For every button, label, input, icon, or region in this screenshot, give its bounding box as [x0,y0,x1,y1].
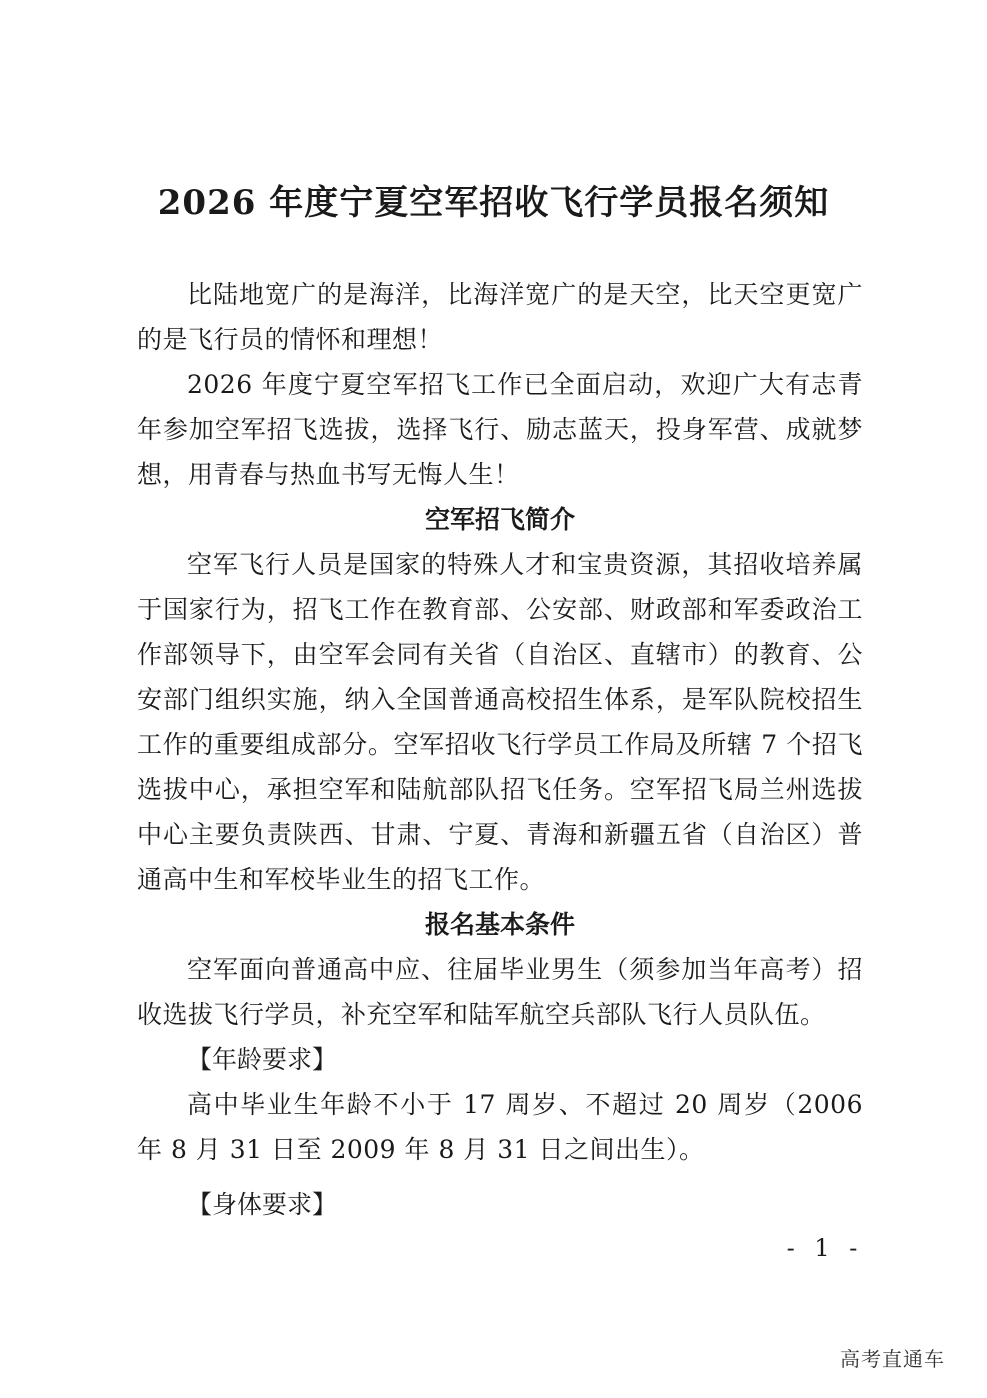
intro-paragraph-1: 比陆地宽广的是海洋，比海洋宽广的是天空，比天空更宽广的是飞行员的情怀和理想！ [137,280,863,354]
intro-paragraph-2: 2026 年度宁夏空军招飞工作已全面启动，欢迎广大有志青年参加空军招飞选拔，选择飞行、励志蓝天，投身军营、成就梦想，用青春与热血书写无悔人生！ [137,370,863,489]
body-requirement-heading: 【身体要求】 [187,1190,338,1219]
age-requirement-text: 高中毕业生年龄不小于 17 周岁、不超过 20 周岁（2006 年 8 月 31 日至 2009 年 8 月 31 日之间出生）。 [137,1090,863,1164]
section-heading-intro: 空军招飞简介 [424,505,575,534]
intro-section-paragraph: 空军飞行人员是国家的特殊人才和宝贵资源，其招收培养属于国家行为，招飞工作在教育部、公安部、财政部和军委政治工作部领导下，由空军会同有关省（自治区、直辖市）的教育、公安部门组织实施，纳入全国普通高校招生体系，是军队院校招生工作的重要组成部分。空军招收飞行学员工作局及所辖 7 个招飞选拔中心，承担空军和陆航部队招飞任务。空军招飞局兰州选拔中心主要负责陕西、甘肃、宁夏、青海和新疆五省（自治区）普通高中生和军校毕业生的招飞工作。 [137,550,863,894]
document-body [137,272,863,1227]
conditions-paragraph: 空军面向普通高中应、往届毕业男生（须参加当年高考）招收选拔飞行学员，补充空军和陆军航空兵部队飞行人员队伍。 [137,955,863,1029]
section-heading-conditions: 报名基本条件 [424,910,575,939]
spacer [137,1172,863,1182]
age-requirement-heading: 【年龄要求】 [187,1045,338,1074]
watermark: 高考直通车 [840,1347,945,1371]
document-title: 2026 年度宁夏空军招收飞行学员报名须知 [157,183,830,223]
page-number: - 1 - [786,1234,864,1262]
